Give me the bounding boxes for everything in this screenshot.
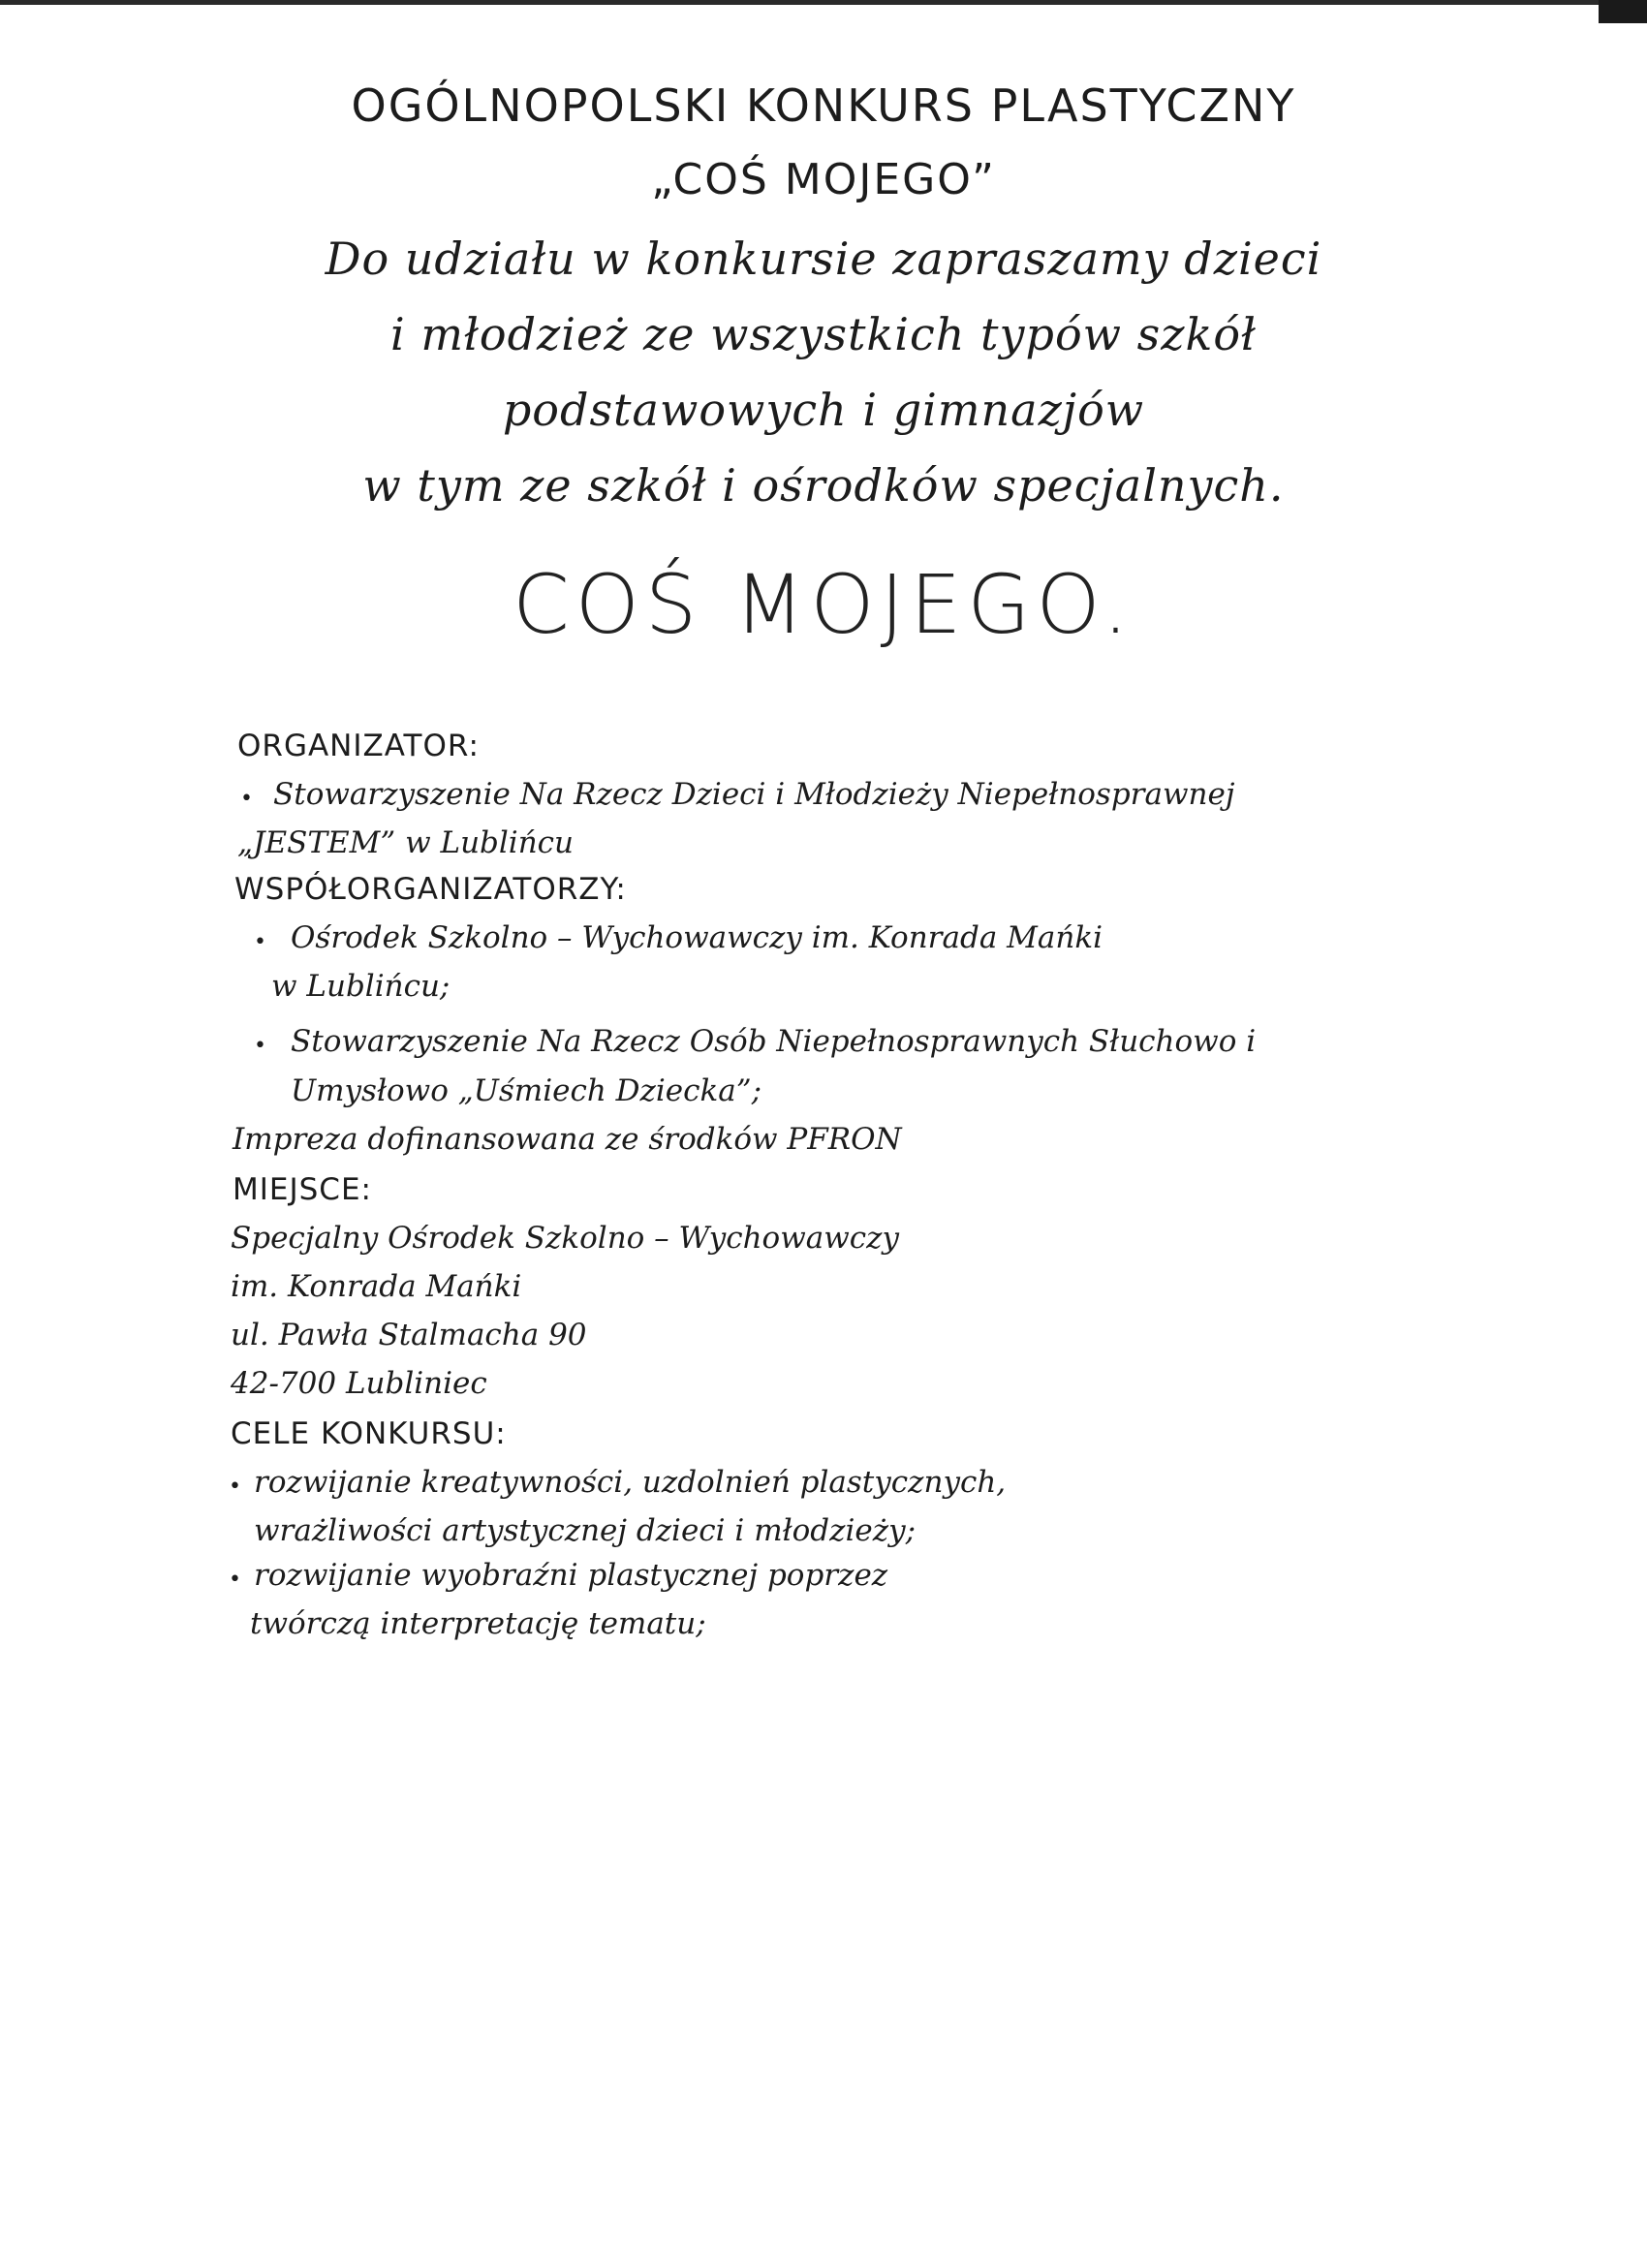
- coorganizer-line: Umysłowo „Uśmiech Dziecka”;: [291, 1073, 762, 1108]
- bullet-icon: •: [240, 787, 253, 811]
- venue-line: 42-700 Lubliniec: [231, 1366, 487, 1401]
- page-title: OGÓLNOPOLSKI KONKURS PLASTYCZNY: [351, 79, 1296, 132]
- intro-line: podstawowych i gimnazjów: [502, 384, 1145, 436]
- coorganizers-heading: WSPÓŁORGANIZATORZY:: [234, 872, 627, 907]
- organizer-line: „JESTEM” w Lublińcu: [237, 825, 575, 860]
- goal-line: twórczą interpretację tematu;: [250, 1606, 706, 1641]
- bullet-icon: •: [229, 1475, 241, 1499]
- organizer-line: Stowarzyszenie Na Rzecz Dzieci i Młodzieży Niepełnosprawnej: [273, 777, 1235, 812]
- goal-line: rozwijanie wyobraźni plastycznej poprzez: [254, 1558, 888, 1593]
- handwritten-title: COŚ MOJEGO.: [513, 557, 1134, 652]
- intro-line: i młodzież ze wszystkich typów szkół: [390, 308, 1257, 360]
- venue-heading: MIEJSCE:: [233, 1172, 372, 1207]
- coorganizer-line: Stowarzyszenie Na Rzecz Osób Niepełnosprawnych Słuchowo i: [291, 1024, 1257, 1059]
- coorganizer-line: Ośrodek Szkolno – Wychowawczy im. Konrada Mańki: [291, 920, 1103, 955]
- venue-line: im. Konrada Mańki: [231, 1269, 522, 1304]
- organizer-heading: ORGANIZATOR:: [237, 729, 480, 763]
- venue-line: ul. Pawła Stalmacha 90: [231, 1318, 587, 1352]
- goal-line: rozwijanie kreatywności, uzdolnień plastycznych,: [254, 1465, 1007, 1500]
- goal-line: wrażliwości artystycznej dzieci i młodzieży;: [254, 1513, 917, 1548]
- intro-line: Do udziału w konkursie zapraszamy dzieci: [325, 233, 1322, 285]
- bullet-icon: •: [254, 930, 266, 954]
- funding-note: Impreza dofinansowana ze środków PFRON: [233, 1122, 902, 1157]
- intro-line: w tym ze szkół i ośrodków specjalnych.: [362, 459, 1285, 512]
- goals-heading: CELE KONKURSU:: [231, 1416, 507, 1451]
- venue-line: Specjalny Ośrodek Szkolno – Wychowawczy: [231, 1221, 899, 1256]
- bullet-icon: •: [229, 1568, 241, 1592]
- coorganizer-line: w Lublińcu;: [271, 969, 451, 1004]
- contest-name: „COŚ MOJEGO”: [651, 155, 996, 204]
- bullet-icon: •: [254, 1034, 266, 1058]
